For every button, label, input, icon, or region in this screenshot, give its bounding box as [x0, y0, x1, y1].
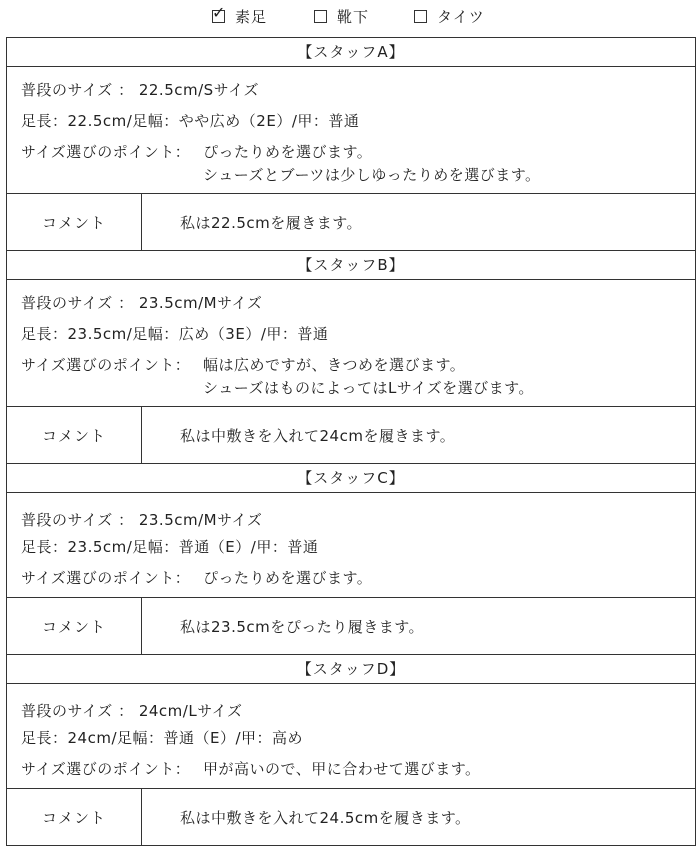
- staff-a-header: 【スタッフA】: [7, 37, 695, 67]
- size-point-line: シューズはものによってはLサイズを選びます。: [203, 379, 534, 397]
- option-socks[interactable]: [314, 6, 369, 27]
- staff-b-info: [7, 280, 695, 406]
- checkbox-checked-icon[interactable]: ✓: [212, 3, 226, 22]
- usual-size: 普段のサイズ ： 23.5cm/Mサイズ: [21, 511, 263, 529]
- size-point-line: ぴったりめを選びます。: [203, 143, 373, 161]
- comment-label: コメント: [7, 407, 142, 463]
- usual-size: 普段のサイズ ： 24cm/Lサイズ: [21, 702, 243, 720]
- size-point-line: ぴったりめを選びます。: [203, 569, 373, 587]
- usual-size: 普段のサイズ ： 23.5cm/Mサイズ: [21, 294, 263, 312]
- staff-size-table: [6, 37, 696, 846]
- size-point-label: サイズ選びのポイント：: [21, 143, 191, 161]
- option-label: タイツ: [437, 8, 485, 26]
- size-point-label: サイズ選びのポイント：: [21, 760, 191, 778]
- size-point-line: 幅は広めですが、きつめを選びます。: [203, 356, 466, 374]
- comment-text: 私は22.5cmを履きます。: [180, 213, 363, 232]
- sock-type-options: [0, 0, 700, 36]
- checkbox-unchecked-icon[interactable]: [414, 10, 427, 23]
- foot-measurements: 足長：23.5cm/足幅：普通（E）/甲：普通: [21, 538, 319, 556]
- staff-d-header: 【スタッフD】: [7, 655, 695, 684]
- size-point-line: シューズとブーツは少しゆったりめを選びます。: [203, 166, 541, 184]
- staff-d-comment-row: [7, 788, 695, 846]
- option-label: 素足: [235, 8, 268, 26]
- comment-label: コメント: [7, 789, 142, 845]
- size-point-label: サイズ選びのポイント：: [21, 356, 191, 374]
- foot-measurements: 足長：23.5cm/足幅：広め（3E）/甲：普通: [21, 325, 329, 343]
- staff-a-info: [7, 67, 695, 193]
- option-label: 靴下: [337, 8, 370, 26]
- foot-measurements: 足長：24cm/足幅：普通（E）/甲：高め: [21, 729, 304, 747]
- option-tights[interactable]: [414, 6, 485, 27]
- staff-c-info: [7, 493, 695, 597]
- checkbox-unchecked-icon[interactable]: [314, 10, 327, 23]
- staff-d-info: [7, 684, 695, 788]
- staff-b-comment-row: [7, 406, 695, 464]
- comment-label: コメント: [7, 598, 142, 654]
- staff-a-comment-row: [7, 193, 695, 251]
- staff-c-header: 【スタッフC】: [7, 464, 695, 493]
- usual-size: 普段のサイズ ： 22.5cm/Sサイズ: [21, 81, 259, 99]
- comment-text: 私は23.5cmをぴったり履きます。: [180, 617, 425, 636]
- foot-measurements: 足長：22.5cm/足幅：やや広め（2E）/甲：普通: [21, 112, 360, 130]
- size-point-label: サイズ選びのポイント：: [21, 569, 191, 587]
- comment-label: コメント: [7, 194, 142, 250]
- comment-text: 私は中敷きを入れて24cmを履きます。: [180, 426, 456, 445]
- staff-b-header: 【スタッフB】: [7, 251, 695, 280]
- option-barefoot[interactable]: [212, 3, 268, 27]
- comment-text: 私は中敷きを入れて24.5cmを履きます。: [180, 808, 471, 827]
- staff-c-comment-row: [7, 597, 695, 655]
- size-point-line: 甲が高いので、甲に合わせて選びます。: [203, 760, 481, 778]
